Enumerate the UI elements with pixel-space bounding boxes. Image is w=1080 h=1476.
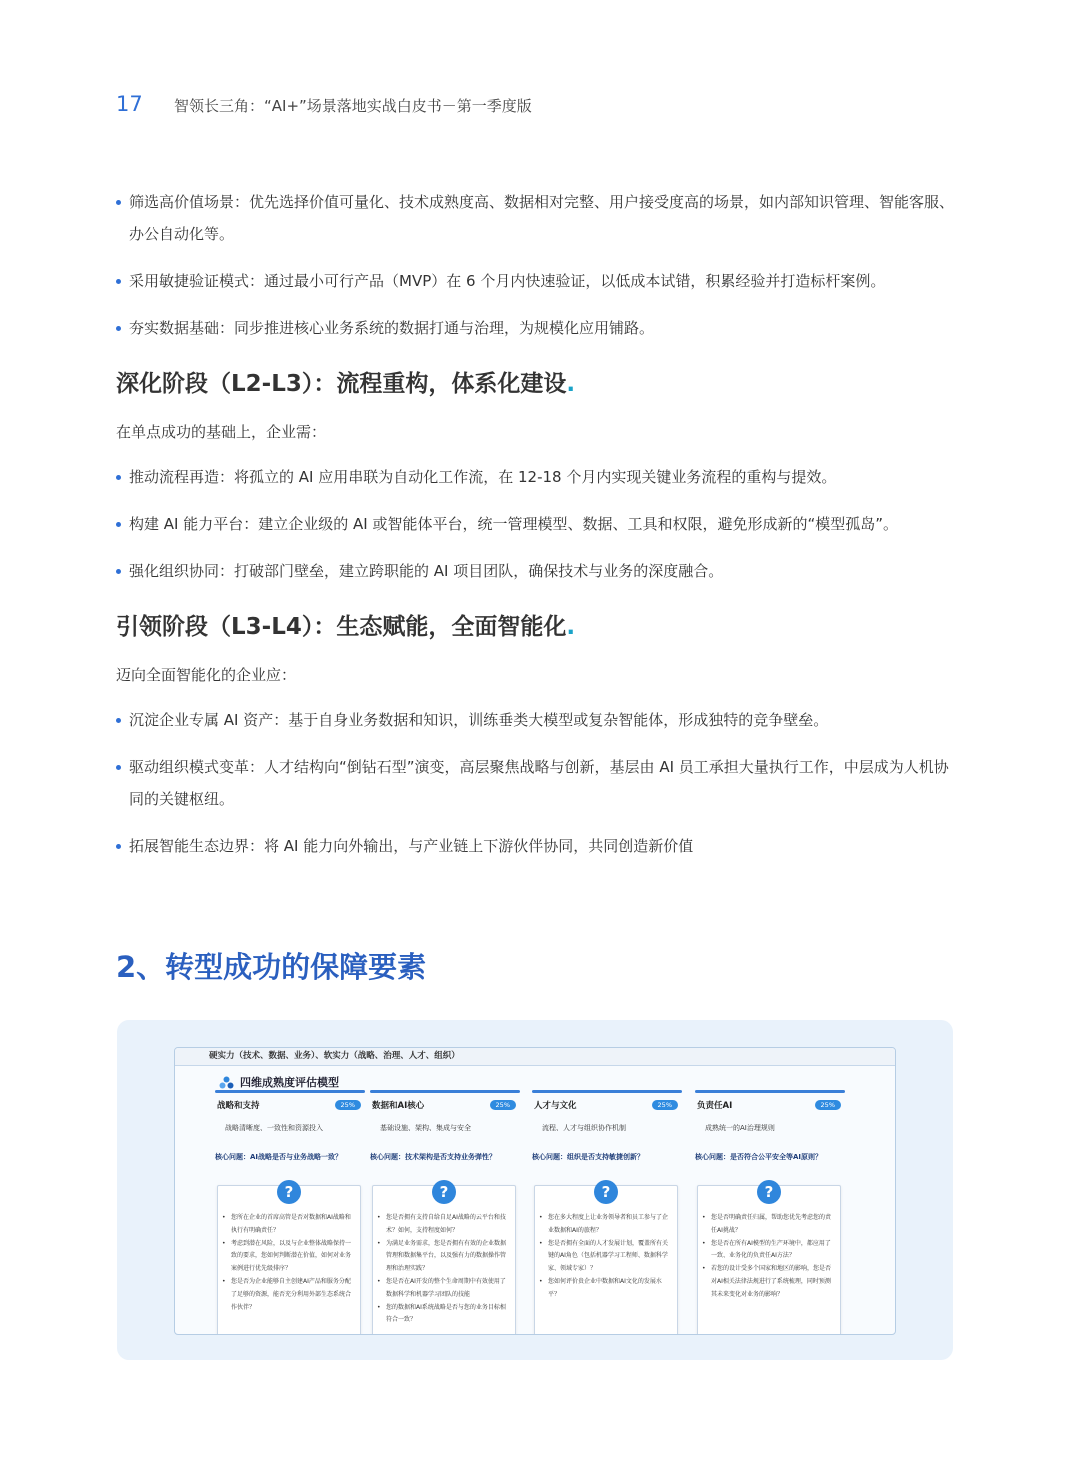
- bullet-item: 夯实数据基础：同步推进核心业务系统的数据打通与治理，为规模化应用铺路。: [116, 312, 958, 344]
- column-accent-bar: [532, 1090, 682, 1093]
- list-item: • 您是否明确责任归属，帮助您优先考虑您的责任AI挑战？: [706, 1212, 832, 1238]
- column-question-card: [372, 1185, 516, 1335]
- section-heading-text: 引领阶段（L3-L4）：生态赋能，全面智能化: [116, 614, 567, 640]
- section-heading-text: 深化阶段（L2-L3）：流程重构，体系化建设: [116, 371, 567, 397]
- figure-panel: [174, 1047, 896, 1335]
- column-core-question: 核心问题：AI战略是否与业务战略一致？: [215, 1153, 343, 1161]
- section-heading-l2: [116, 366, 958, 402]
- list-item: • 考虑到潜在风险，以及与企业整体战略保持一致的要求，您如何判断潜在价值，如何对业务案例进行优先级排序？: [226, 1238, 352, 1276]
- list-item: • 为满足业务需求，您是否拥有有效的企业数据管理和数据集平台，以及强有力的数据操作管理和治理实践？: [381, 1238, 507, 1276]
- column-question-card: [217, 1185, 361, 1335]
- column-weight-badge: 25%: [815, 1100, 841, 1110]
- column-subtitle: 基础设施、架构、集成与安全: [380, 1124, 471, 1132]
- column-subtitle: 战略清晰度、一致性和资源投入: [225, 1124, 323, 1132]
- model-columns: [215, 1090, 851, 1335]
- list-item: • 您是否在AI开发的整个生命周期中有效使用了数据科学和机器学习团队的技能: [381, 1276, 507, 1302]
- column-accent-bar: [370, 1090, 520, 1093]
- model-column: [532, 1090, 682, 1335]
- column-name: 人才与文化: [534, 1101, 577, 1111]
- column-header: [695, 1099, 845, 1111]
- column-header: [532, 1099, 682, 1111]
- list-item: • 您的数据和AI系统战略是否与您的业务目标相符合一致？: [381, 1302, 507, 1328]
- list-item: • 您如何评价贵企业中数据和AI文化的发展水平？: [543, 1276, 669, 1302]
- model-column: [695, 1090, 845, 1335]
- question-mark-icon: ?: [432, 1180, 456, 1204]
- figure-title-text: 四维成熟度评估模型: [240, 1076, 339, 1089]
- column-subtitle: 成熟统一的AI治理规则: [705, 1124, 775, 1132]
- question-list: [706, 1212, 832, 1302]
- bullet-item: 筛选高价值场景：优先选择价值可量化、技术成熟度高、数据相对完整、用户接受度高的场景，如内部知识管理、智能客服、办公自动化等。: [116, 186, 958, 250]
- model-column: [215, 1090, 365, 1335]
- bullet-item: 推动流程再造：将孤立的 AI 应用串联为自动化工作流，在 12-18 个月内实现关键业务流程的重构与提效。: [116, 461, 958, 493]
- page-number: 17: [116, 92, 143, 116]
- bullet-item: 构建 AI 能力平台：建立企业级的 AI 或智能体平台，统一管理模型、数据、工具和权限，避免形成新的“模型孤岛”。: [116, 508, 958, 540]
- column-accent-bar: [215, 1090, 365, 1093]
- column-name: 战略和支持: [217, 1101, 260, 1111]
- column-accent-bar: [695, 1090, 845, 1093]
- column-question-card: [697, 1185, 841, 1335]
- column-name: 数据和AI核心: [372, 1101, 425, 1111]
- column-subtitle: 流程、人才与组织协作机制: [542, 1124, 626, 1132]
- list-item: • 若您的设计受多个国家和地区的影响，您是否对AI相关法律法规进行了系统梳理，同时预测其未来变化对业务的影响？: [706, 1263, 832, 1301]
- column-core-question: 核心问题：组织是否支持敏捷创新？: [532, 1153, 644, 1161]
- section-intro: 在单点成功的基础上，企业需：: [116, 423, 327, 441]
- question-list: [381, 1212, 507, 1327]
- heading-dot-icon: .: [566, 371, 576, 397]
- question-list: [543, 1212, 669, 1302]
- maturity-model-figure: [117, 1020, 953, 1360]
- bullet-item: 采用敏捷验证模式：通过最小可行产品（MVP）在 6 个月内快速验证，以低成本试错，积累经验并打造标杆案例。: [116, 265, 958, 297]
- list-item: • 您是否拥有全面的人才发展计划，覆盖所有关键的AI角色（包括机器学习工程师、数据科学家、领域专家）？: [543, 1238, 669, 1276]
- bullet-item: 驱动组织模式变革：人才结构向“倒钻石型”演变，高层聚焦战略与创新，基层由 AI 员工承担大量执行工作，中层成为人机协同的关键枢纽。: [116, 751, 958, 815]
- question-mark-icon: ?: [757, 1180, 781, 1204]
- main-content: [116, 186, 958, 877]
- document-title: 智领长三角：“AI+”场景落地实战白皮书－第一季度版: [174, 97, 532, 115]
- question-mark-icon: ?: [594, 1180, 618, 1204]
- chapter-title: 2、转型成功的保障要素: [116, 950, 427, 984]
- heading-dot-icon: .: [566, 614, 576, 640]
- column-weight-badge: 25%: [490, 1100, 516, 1110]
- list-item: • 您是否在所有AI模型的生产环境中，都应用了一致、业务化的负责任AI方法？: [706, 1238, 832, 1264]
- list-item: • 您是否拥有支持自给自足AI战略的云平台和技术？如何，支持程度如何？: [381, 1212, 507, 1238]
- column-weight-badge: 25%: [652, 1100, 678, 1110]
- column-core-question: 核心问题：是否符合公平安全等AI原则？: [695, 1153, 823, 1161]
- column-core-question: 核心问题：技术架构是否支持业务弹性？: [370, 1153, 496, 1161]
- question-list: [226, 1212, 352, 1314]
- list-item: • 您是否为企业能够自主创建AI产品和服务分配了足够的资源，能否充分利用外部生态系统合作伙伴？: [226, 1276, 352, 1314]
- bullet-item: 沉淀企业专属 AI 资产：基于自身业务数据和知识，训练垂类大模型或复杂智能体，形成独特的竞争壁垒。: [116, 704, 958, 736]
- figure-top-label: 硬实力（技术、数据、业务）、软实力（战略、治理、人才、组织）: [175, 1048, 895, 1066]
- section-intro: 迈向全面智能化的企业应：: [116, 666, 297, 684]
- cluster-logo-icon: [219, 1076, 234, 1089]
- column-weight-badge: 25%: [335, 1100, 361, 1110]
- column-header: [370, 1099, 520, 1111]
- column-header: [215, 1099, 365, 1111]
- page-header: [116, 92, 532, 116]
- column-question-card: [534, 1185, 678, 1335]
- model-column: [370, 1090, 520, 1335]
- section-heading-l3: [116, 609, 958, 645]
- list-item: • 您所在企业的首席高管是否对数据和AI战略和执行有明确责任？: [226, 1212, 352, 1238]
- question-mark-icon: ?: [277, 1180, 301, 1204]
- bullet-item: 强化组织协同：打破部门壁垒，建立跨职能的 AI 项目团队，确保技术与业务的深度融合。: [116, 555, 958, 587]
- column-name: 负责任AI: [697, 1101, 733, 1111]
- figure-title: [219, 1074, 339, 1090]
- list-item: • 您在多大程度上让业务领导者和员工参与了企业数据和AI的旅程？: [543, 1212, 669, 1238]
- bullet-item: 拓展智能生态边界：将 AI 能力向外输出，与产业链上下游伙伴协同，共同创造新价值: [116, 830, 958, 862]
